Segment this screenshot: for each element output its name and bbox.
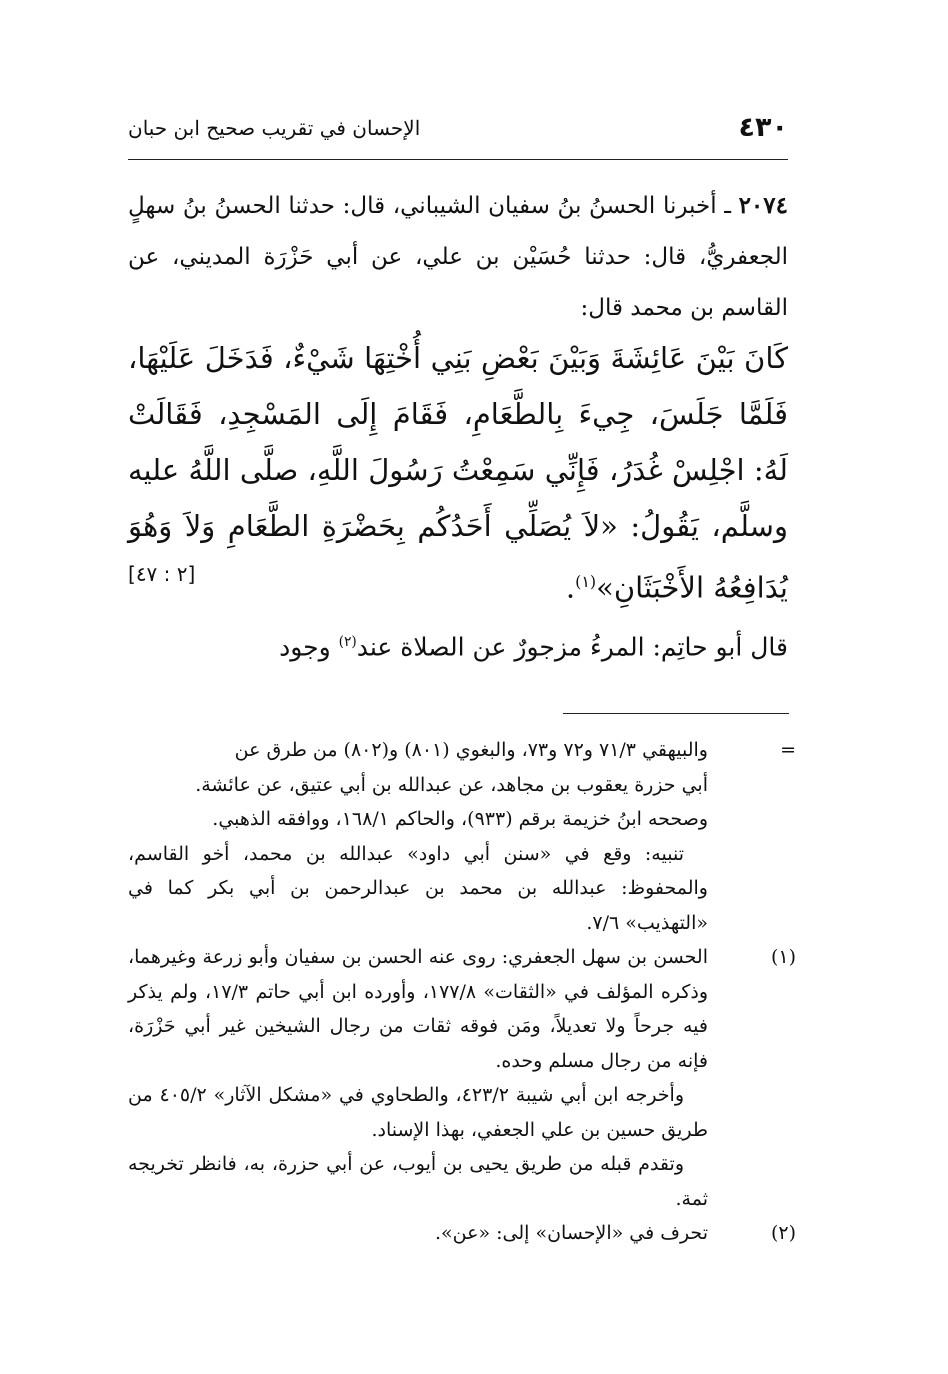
hadith-number: ٢٠٧٤	[738, 192, 788, 219]
comment-end: وجود	[279, 632, 339, 662]
footnote-ref-2: (٢)	[338, 634, 357, 650]
hadith-isnad	[128, 180, 788, 334]
comment-text: قال أبو حاتِم: المرءُ مزجورٌ عن الصلاة عند	[356, 632, 788, 662]
footnote-separator	[563, 713, 789, 714]
header-rule	[128, 159, 788, 160]
isnad-text: ـ أخبرنا الحسنُ بنُ سفيان الشيباني، قال: حدثنا الحسنُ بنُ سهلٍ الجعفريُّ، قال: حدثنا حُسَيْن بن علي، عن أبي حَزْرَة المديني، عن القاسم بن محمد قال:	[128, 193, 788, 321]
continuation-marker: =	[780, 739, 796, 761]
footnote-continuation	[128, 733, 796, 940]
footnote-1-text: الحسن بن سهل الجعفري: روى عنه الحسن بن سفيان وأبو زرعة وغيرهما، وذكره المؤلف في «الثقات» ١٧٧/٨، وأورده ابن أبي حاتم ١٧/٣، ولم يذكر فيه جرحاً ولا تعديلاً، ومَن فوقه ثقات من رجال الشيخين غير أبي حَزْرَة، فإنه من رجال مسلم وحده.	[128, 946, 709, 1072]
running-header	[128, 112, 788, 152]
continuation-line: والبيهقي ٧١/٣ و٧٢ و٧٣، والبغوي (٨٠١) و(٨٠٢) من طرق عن	[234, 739, 708, 761]
footnote-1	[128, 940, 796, 1216]
footnote-2-marker: (٢)	[770, 1222, 796, 1244]
abu-hatim-comment	[128, 620, 788, 669]
footnote-2-text: تحرف في «الإحسان» إلى: «عن».	[434, 1222, 708, 1244]
continuation-line: أبي حزرة يعقوب بن مجاهد، عن عبدالله بن أبي عتيق، عن عائشة.	[195, 773, 708, 796]
note-paragraph: تنبيه: وقع في «سنن أبي داود» عبدالله بن محمد، أخو القاسم، والمحفوظ: عبدالله بن محمد بن عبدالرحمن بن أبي بكر كما في «التهذيب» ٧/٦.	[128, 842, 708, 934]
hadith-matn	[128, 330, 788, 616]
matn-end: .	[565, 570, 576, 605]
volume-reference: [٢ : ٤٧]	[128, 562, 196, 586]
footnote-1-marker: (١)	[770, 946, 796, 968]
page-number: ٤٣٠	[738, 112, 788, 143]
continuation-line: وصححه ابنُ خزيمة برقم (٩٣٣)، والحاكم ١٦٨/١، ووافقه الذهبي.	[212, 808, 708, 830]
footnote-1-para-2: وأخرجه ابن أبي شيبة ٤٢٣/٢، والطحاوي في «مشكل الآثار» ٤٠٥/٢ من طريق حسين بن علي الجعفي، بهذا الإسناد.	[128, 1084, 708, 1141]
continuation-text	[128, 733, 756, 837]
running-title: الإحسان في تقريب صحيح ابن حبان	[128, 116, 421, 140]
footnote-ref-1: (١)	[575, 572, 597, 591]
footnote-1-para-3: وتقدم قبله من طريق يحيى بن أيوب، عن أبي حزرة، به، فانظر تخريجه ثمة.	[128, 1153, 708, 1210]
footnotes	[128, 733, 796, 1251]
footnote-2	[128, 1216, 796, 1251]
matn-text: كَانَ بَيْنَ عَائِشَةَ وَبَيْنَ بَعْضِ بَنِي أُخْتِهَا شَيْءٌ، فَدَخَلَ عَلَيْهَا، فَلَمَّا جَلَسَ، جِيءَ بِالطَّعَامِ، فَقَامَ إِلَى المَسْجِدِ، فَقَالَتْ لَهُ: اجْلِسْ غُدَرُ، فَإِنِّي سَمِعْتُ رَسُولَ اللَّهِ، صلَّى اللَّهُ عليه وسلَّم، يَقُولُ: «لاَ يُصَلِّي أَحَدُكُم بِحَضْرَةِ الطَّعَامِ وَلاَ وَهُوَ يُدَافِعُهُ الأَخْبَثَانِ»	[128, 341, 788, 605]
